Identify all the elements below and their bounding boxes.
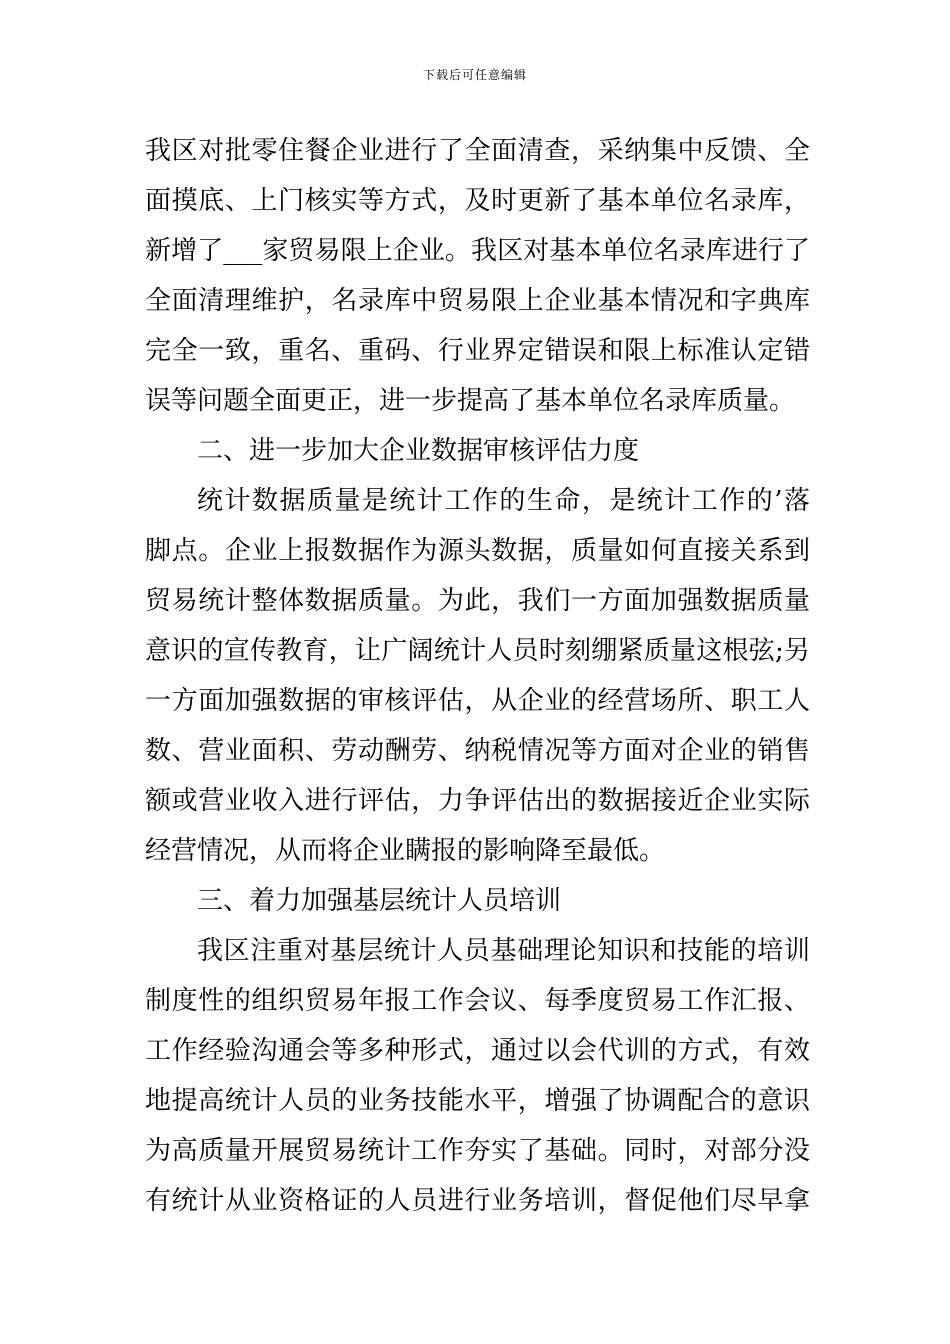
text-line: 贸易统计整体数据质量。为此，我们一方面加强数据质量 xyxy=(145,586,810,616)
text-line: 我区注重对基层统计人员基础理论知识和技能的培训 xyxy=(197,936,810,966)
text-line: 新增了___家贸易限上企业。我区对基本单位名录库进行了 xyxy=(145,236,810,266)
text-line: 统计数据质量是统计工作的生命，是统计工作的’落 xyxy=(197,486,810,516)
text-line: 脚点。企业上报数据作为源头数据，质量如何直接关系到 xyxy=(145,536,810,566)
text-line: 有统计从业资格证的人员进行业务培训，督促他们尽早拿 xyxy=(145,1186,810,1216)
text-line: 制度性的组织贸易年报工作会议、每季度贸易工作汇报、 xyxy=(145,986,810,1016)
text-line: 完全一致，重名、重码、行业界定错误和限上标准认定错 xyxy=(145,336,810,366)
section-heading: 三、着力加强基层统计人员培训 xyxy=(197,886,562,916)
text-line: 意识的宣传教育，让广阔统计人员时刻绷紧质量这根弦;另 xyxy=(145,636,810,666)
text-line: 我区对批零住餐企业进行了全面清查，采纳集中反馈、全 xyxy=(145,136,810,166)
text-line: 一方面加强数据的审核评估，从企业的经营场所、职工人 xyxy=(145,686,810,716)
text-line: 工作经验沟通会等多种形式，通过以会代训的方式，有效 xyxy=(145,1036,810,1066)
text-line: 地提高统计人员的业务技能水平，增强了协调配合的意识 xyxy=(145,1086,810,1116)
text-line: 为高质量开展贸易统计工作夯实了基础。同时，对部分没 xyxy=(145,1136,810,1166)
text-line: 经营情况，从而将企业瞒报的影响降至最低。 xyxy=(145,836,666,866)
header-note: 下载后可任意编辑 xyxy=(422,68,527,82)
text-line: 面摸底、上门核实等方式，及时更新了基本单位名录库， xyxy=(145,186,810,216)
text-line: 误等问题全面更正，进一步提高了基本单位名录库质量。 xyxy=(145,386,796,416)
text-line: 数、营业面积、劳动酬劳、纳税情况等方面对企业的销售 xyxy=(145,736,810,766)
text-line: 全面清理维护，名录库中贸易限上企业基本情况和字典库 xyxy=(145,286,810,316)
section-heading: 二、进一步加大企业数据审核评估力度 xyxy=(197,436,640,466)
text-line: 额或营业收入进行评估，力争评估出的数据接近企业实际 xyxy=(145,786,810,816)
